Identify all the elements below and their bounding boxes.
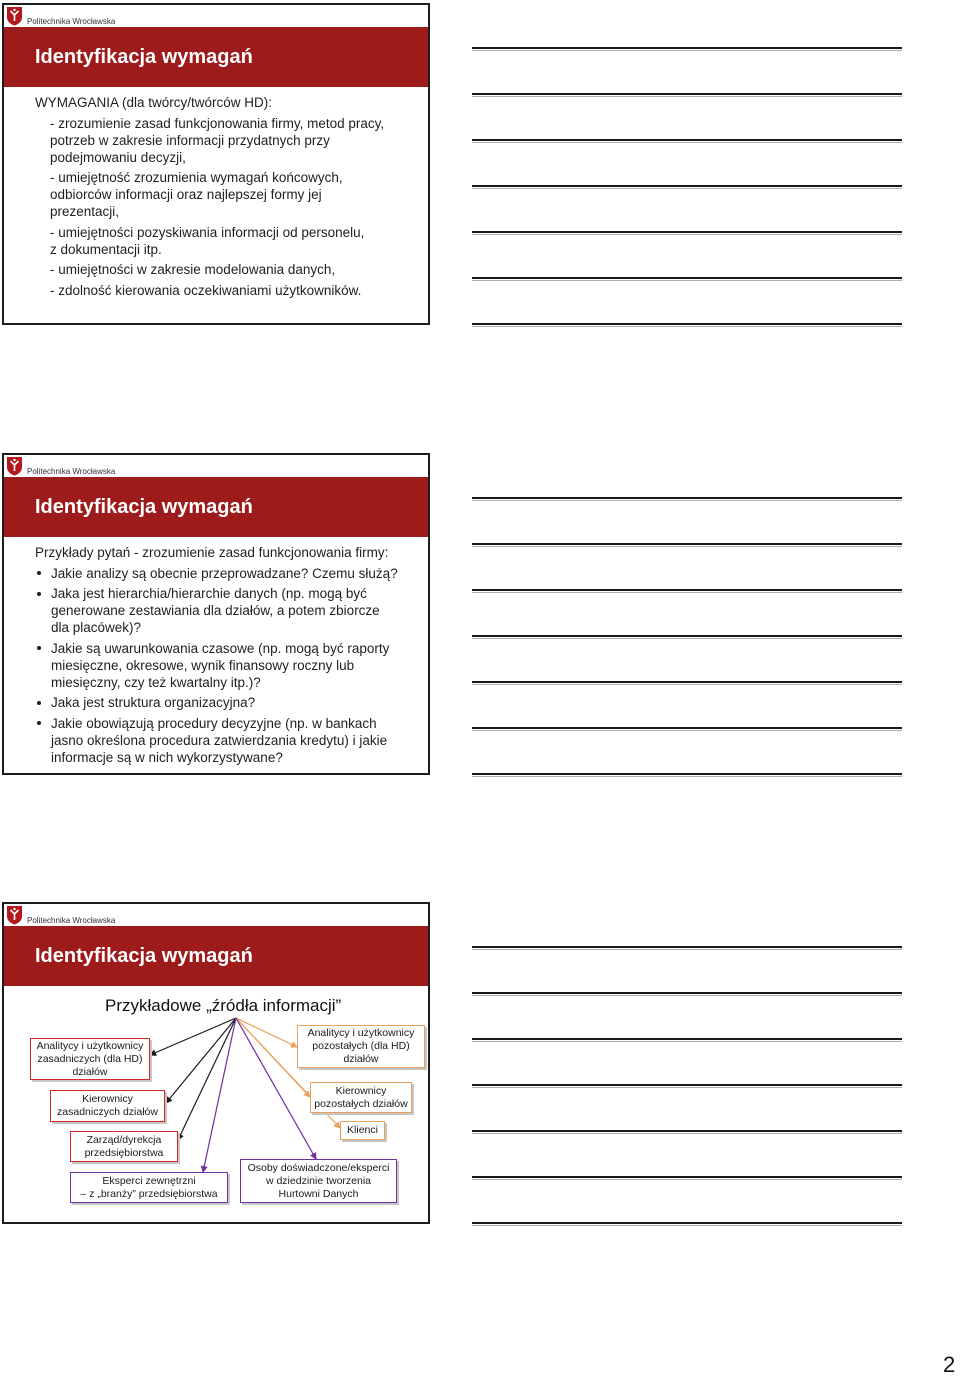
note-line — [472, 47, 902, 51]
slide-title-bar — [4, 27, 428, 87]
source-label-line: – z „branży” przedsiębiorstwa — [80, 1187, 218, 1200]
list-item — [35, 640, 428, 691]
list-item-line: - zrozumienie zasad funkcjonowania firmy, metod pracy, — [50, 115, 385, 131]
arrow-to-core-analysts — [150, 1018, 236, 1055]
list-item-line: Jakie analizy są obecnie przeprowadzane? Czemu służą? — [51, 565, 398, 581]
list-item-line: Jaka jest hierarchia/hierarchie danych (np. mogą być — [51, 586, 367, 601]
note-line — [472, 1130, 902, 1134]
source-label-line: pozostałych działów — [314, 1097, 408, 1110]
bullet-icon — [37, 571, 41, 575]
slide-2 — [2, 453, 430, 775]
list-item-line: miesięczny, czy też kwartalny itp.)? — [51, 674, 261, 690]
bullet-icon — [37, 721, 41, 725]
list-item — [35, 565, 428, 582]
source-other-managers — [310, 1082, 412, 1113]
list-item — [35, 715, 428, 766]
slide-body — [35, 94, 428, 299]
list-item-line: - zdolność kierowania oczekiwaniami użytkowników. — [50, 282, 362, 298]
list-item-line: dla placówek)? — [51, 620, 142, 635]
list-item — [35, 694, 428, 711]
list-item-line: miesięczne, okresowe, wynik finansowy roczny lub — [51, 657, 355, 673]
logo-shield-icon — [6, 456, 23, 476]
source-label-line: Hurtowni Danych — [278, 1187, 359, 1200]
source-core-managers — [50, 1090, 165, 1122]
list-item-line: Jakie są uwarunkowania czasowe (np. mogą być raporty — [51, 640, 390, 656]
source-label-line: Klienci — [347, 1124, 378, 1136]
list-item-line: - umiejętności pozyskiwania informacji od personelu, — [50, 224, 365, 240]
logo-shield-icon — [6, 6, 23, 26]
list-item — [35, 224, 428, 258]
note-line — [472, 323, 902, 327]
page-number: 2 — [943, 1352, 956, 1376]
arrow-to-other-analysts — [236, 1018, 297, 1047]
note-line — [472, 946, 902, 950]
notes-area-1 — [472, 47, 902, 329]
slide-title-bar — [4, 477, 428, 537]
source-label-line: Zarząd/dyrekcja — [86, 1133, 162, 1146]
note-line — [472, 497, 902, 501]
list-item-line: potrzeb w zakresie informacji przydatnych przy — [50, 132, 330, 148]
slide-title: Identyfikacja wymagań — [35, 496, 253, 518]
slide-title: Identyfikacja wymagań — [35, 46, 253, 68]
note-line — [472, 635, 902, 639]
note-line — [472, 1084, 902, 1088]
list-item-line: informacje są w nich wykorzystywane? — [51, 749, 283, 765]
note-line — [472, 589, 902, 593]
note-line — [472, 139, 902, 143]
source-label-line: działów — [343, 1053, 379, 1065]
slide-body — [35, 544, 428, 766]
note-line — [472, 1176, 902, 1180]
notes-area-3 — [472, 946, 902, 1228]
bullet-icon — [37, 646, 41, 650]
note-line — [472, 1038, 902, 1042]
source-label-line: zasadniczych (dla HD) — [37, 1052, 143, 1065]
bullet-icon — [37, 701, 41, 705]
source-board — [70, 1131, 178, 1162]
list-item-line: podejmowaniu decyzji, — [50, 149, 186, 165]
note-line — [472, 185, 902, 189]
source-other-analysts — [297, 1025, 425, 1068]
source-label-line: działów — [72, 1065, 108, 1078]
brand-name: Politechnika Wrocławska — [27, 916, 116, 925]
arrow-to-board — [178, 1018, 236, 1140]
bullet-icon — [37, 592, 41, 596]
source-label-line: Kierownicy — [82, 1093, 133, 1105]
note-line — [472, 543, 902, 547]
requirements-heading: WYMAGANIA (dla twórcy/twórców HD): — [35, 95, 273, 110]
list-item-line: Jaka jest struktura organizacyjna? — [51, 695, 256, 710]
brand-name: Politechnika Wrocławska — [27, 467, 116, 476]
brand-name: Politechnika Wrocławska — [27, 17, 116, 26]
diagram-subtitle: Przykładowe „źródła informacji” — [105, 996, 342, 1015]
source-core-analysts — [30, 1038, 150, 1080]
list-item-line: - umiejętność zrozumienia wymagań końcowych, — [50, 170, 343, 185]
list-item — [35, 115, 428, 166]
note-line — [472, 727, 902, 731]
list-item-line: prezentacji, — [50, 204, 120, 219]
list-item-line: z dokumentacji itp. — [50, 241, 162, 257]
source-label-line: Kierownicy — [335, 1084, 387, 1097]
list-item — [35, 585, 428, 636]
list-item-line: Jakie obowiązują procedury decyzyjne (np. w bankach — [51, 715, 377, 731]
source-label-line: Eksperci zewnętrzni — [102, 1174, 196, 1187]
slide-1 — [2, 3, 430, 325]
list-item-line: odbiorców informacji oraz najlepszej formy jej — [50, 187, 322, 202]
note-line — [472, 992, 902, 996]
note-line — [472, 1222, 902, 1226]
source-label-line: pozostałych (dla HD) — [312, 1040, 410, 1052]
note-line — [472, 681, 902, 685]
source-external-experts — [70, 1172, 228, 1203]
source-label-line: Analitycy i użytkownicy — [307, 1027, 415, 1039]
list-item — [35, 169, 428, 220]
slide-title: Identyfikacja wymagań — [35, 945, 253, 967]
source-label-line: Osoby doświadczone/eksperci — [247, 1161, 390, 1174]
list-item-line: jasno określona procedura zatwierdzania kredytu) i jakie — [51, 732, 388, 748]
source-label-line: w dziedzinie tworzenia — [265, 1174, 372, 1187]
source-dw-experts — [240, 1159, 397, 1203]
source-label-line: Analitycy i użytkownicy — [36, 1039, 144, 1052]
source-label-line: przedsiębiorstwa — [84, 1146, 164, 1159]
list-item-line: generowane zestawiania dla działów, a potem zbiorcze — [51, 603, 380, 618]
list-item — [35, 282, 428, 299]
note-line — [472, 93, 902, 97]
notes-area-2 — [472, 497, 902, 779]
arrow-to-external-experts — [203, 1018, 236, 1172]
note-line — [472, 277, 902, 281]
slide-3 — [2, 902, 430, 1224]
list-item — [35, 261, 428, 278]
source-label-line: zasadniczych działów — [57, 1106, 158, 1118]
note-line — [472, 773, 902, 777]
note-line — [472, 231, 902, 235]
list-item-line: - umiejętności w zakresie modelowania danych, — [50, 262, 336, 277]
questions-heading: Przykłady pytań - zrozumienie zasad funkcjonowania firmy: — [35, 545, 389, 560]
source-clients — [340, 1121, 385, 1140]
